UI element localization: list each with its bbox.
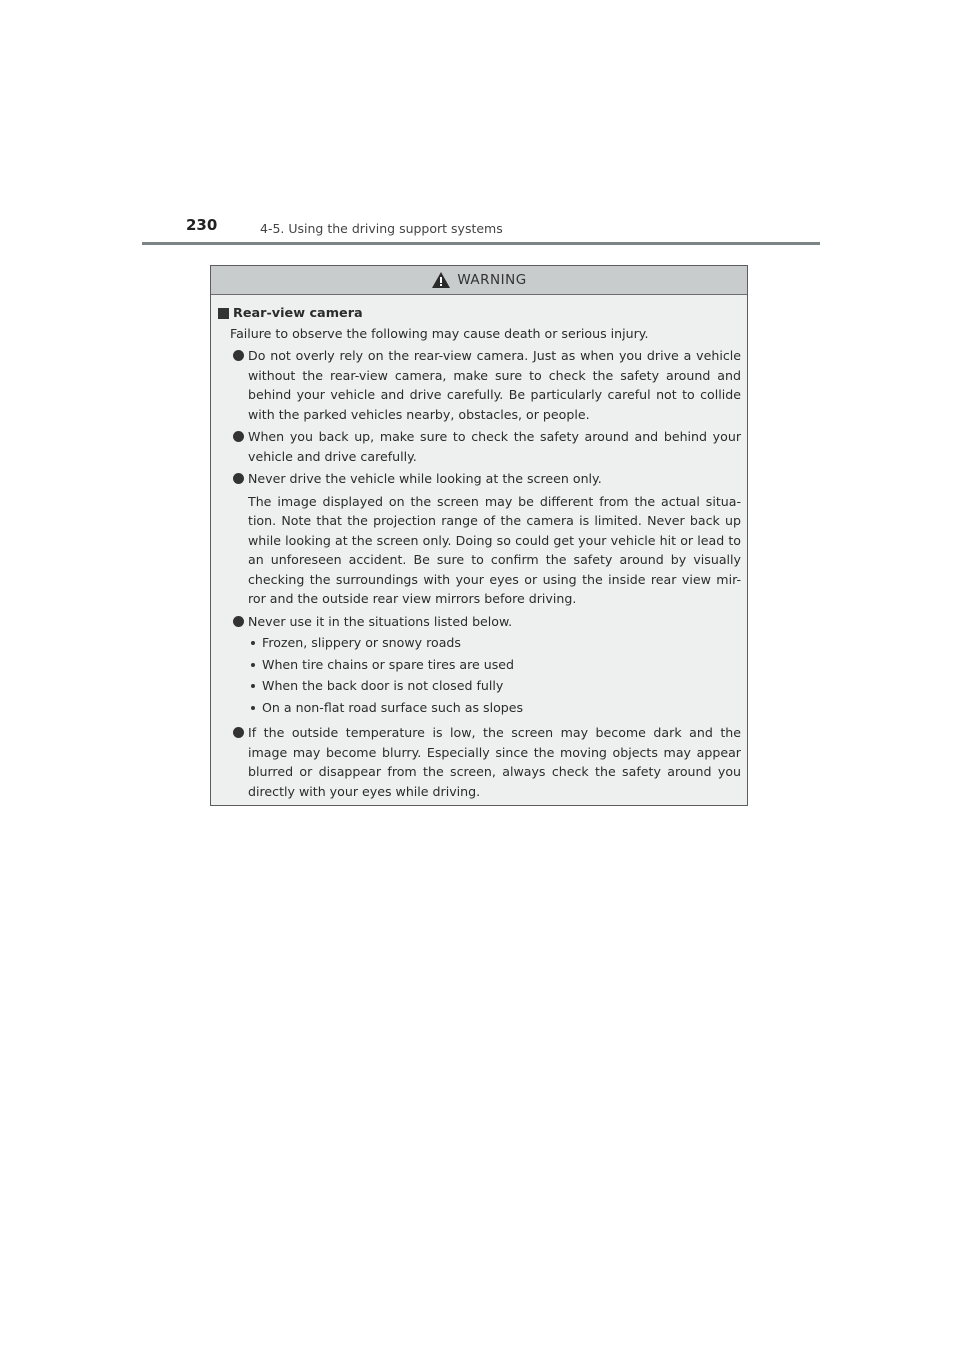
sub-list-item [248,676,741,696]
list-item-text: If the outside temperature is low, the screen may become dark and the image may become blurry. Especially since the moving objects may appear blurred or disappear from the screen, always check the safety around you directly with your eyes while driving. [248,725,741,799]
warning-header [211,266,747,295]
sub-list-item-text: On a non-flat road surface such as slopes [262,699,524,715]
circle-bullet-icon [233,431,244,442]
list-item-text: Never use it in the situations listed below. [248,613,513,629]
page-header [142,214,820,244]
small-dot-icon [251,706,255,710]
warning-label: WARNING [457,272,527,288]
header-divider [142,242,820,245]
list-item-text: When you back up, make sure to check the safety around and behind your vehicle and drive carefully. [248,429,741,464]
warning-heading-text: Rear-view camera [233,306,363,321]
sub-list-item [248,633,741,653]
warning-heading [217,304,741,324]
circle-bullet-icon [233,616,244,627]
sub-list-item-text: When the back door is not closed fully [262,678,504,693]
list-item [217,427,741,466]
list-item [217,723,741,801]
list-item-text: Never drive the vehicle while looking at the screen only. [248,471,602,486]
square-bullet-icon [218,308,229,319]
section-title: 4-5. Using the driving support systems [260,221,503,236]
warning-intro: Failure to observe the following may cause death or serious injury. [230,325,649,341]
small-dot-icon [251,663,255,667]
sub-list-item [248,698,741,718]
page-number: 230 [186,216,218,234]
circle-bullet-icon [233,473,244,484]
warning-triangle-icon [431,271,451,289]
sub-list-item-text: When tire chains or spare tires are used [262,656,515,672]
sub-list-item-text: Frozen, slippery or snowy roads [262,635,461,650]
circle-bullet-icon [233,727,244,738]
sub-list-item [248,655,741,675]
list-item [217,612,741,718]
list-item-detail: The image displayed on the screen may be different from the actual situa-tion. Note that the projection range of the camera is limited. Never back up while looking at the screen only. Doing so could get your vehicle hit or lead to an unforeseen accident. Be sure to confirm the safety around by visually checking the surroundings with your eyes or using the inside rear view mir-ror and the outside rear view mirrors before driving. [248,493,741,606]
small-dot-icon [251,684,255,688]
warning-body [211,295,747,801]
list-item [217,469,741,609]
list-item [217,346,741,424]
warning-box [210,265,748,806]
list-item-text: Do not overly rely on the rear-view camera. Just as when you drive a vehicle without the rear-view camera, make sure to check the safety around and behind your vehicle and drive carefully. Be particularly careful not to collide with the parked vehicles nearby, obstacles, or people. [248,348,741,422]
small-dot-icon [251,641,255,645]
circle-bullet-icon [233,350,244,361]
